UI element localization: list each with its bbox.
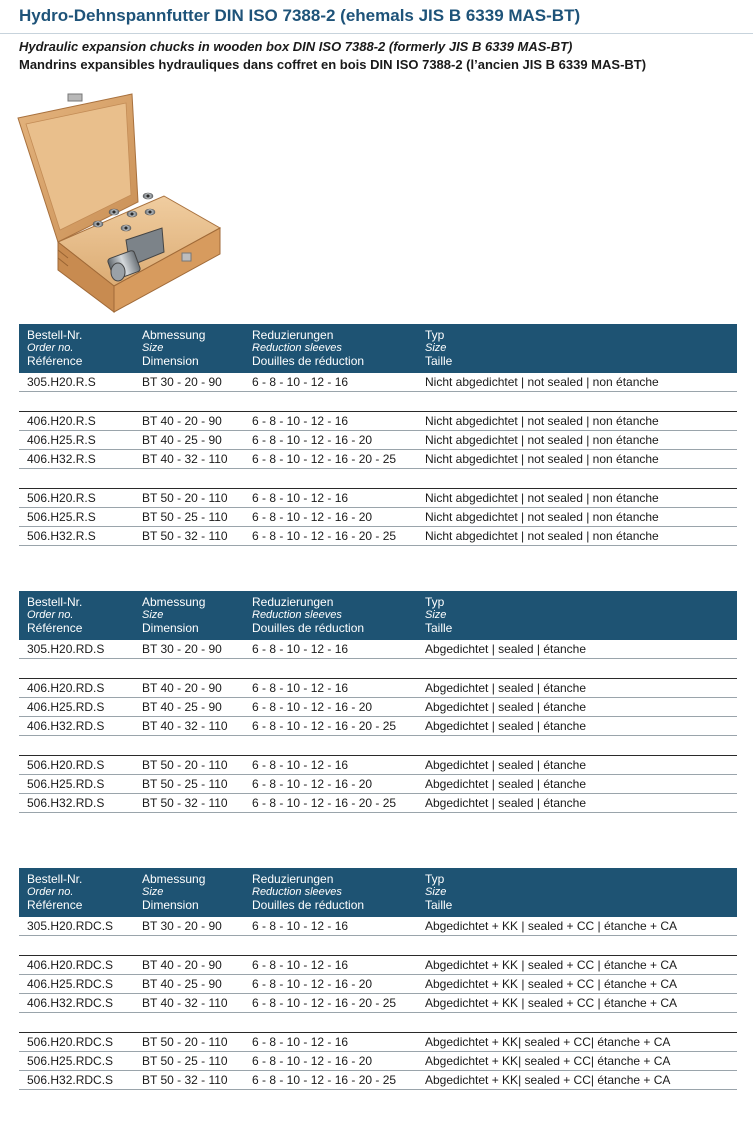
row-group — [19, 411, 737, 469]
order-number-cell: 506.H25.RD.S — [27, 777, 105, 791]
order-number-cell: 506.H20.R.S — [27, 491, 96, 505]
type-cell: Abgedichtet | sealed | étanche — [425, 700, 587, 714]
table-header — [19, 324, 737, 373]
dimension-cell: BT 50 - 32 - 110 — [142, 796, 228, 810]
dimension-cell: BT 30 - 20 - 90 — [142, 642, 222, 656]
header-label-de: Abmessung — [142, 328, 206, 342]
header-cell-col1 — [27, 596, 82, 635]
type-cell: Abgedichtet + KK | sealed + CC | étanche + CA — [425, 977, 678, 991]
reduction-sleeves-cell: 6 - 8 - 10 - 12 - 16 — [252, 642, 349, 656]
header-label-en: Reduction sleeves — [252, 342, 342, 354]
dimension-cell: BT 40 - 32 - 110 — [142, 719, 228, 733]
header-cell-col2 — [142, 596, 205, 635]
order-number-cell: 506.H32.R.S — [27, 529, 96, 543]
group-spacer — [19, 736, 737, 755]
order-number-cell: 406.H25.RDC.S — [27, 977, 114, 991]
dimension-cell: BT 30 - 20 - 90 — [142, 919, 222, 933]
table-row — [19, 1033, 737, 1052]
header-label-de: Abmessung — [142, 595, 206, 609]
header-label-en: Size — [142, 342, 164, 354]
dimension-cell: BT 40 - 32 - 110 — [142, 996, 228, 1010]
header-label-en: Order no. — [27, 342, 74, 354]
header-label-en: Size — [425, 886, 447, 898]
order-number-cell: 406.H20.R.S — [27, 414, 96, 428]
dimension-cell: BT 40 - 20 - 90 — [142, 414, 222, 428]
header-label-de: Typ — [425, 872, 445, 886]
table-header — [19, 591, 737, 640]
dimension-cell: BT 50 - 25 - 110 — [142, 510, 228, 524]
table-row — [19, 698, 737, 717]
table-row — [19, 994, 737, 1013]
header-cell-col2 — [142, 873, 205, 912]
type-cell: Nicht abgedichtet | not sealed | non étanche — [425, 510, 659, 524]
table-row — [19, 431, 737, 450]
type-cell: Abgedichtet | sealed | étanche — [425, 777, 587, 791]
order-number-cell: 406.H20.RD.S — [27, 681, 105, 695]
header-cell-col4 — [425, 329, 452, 368]
header-label-fr: Douilles de réduction — [252, 621, 365, 635]
header-label-de: Reduzierungen — [252, 328, 334, 342]
group-spacer — [19, 469, 737, 488]
table-row — [19, 489, 737, 508]
type-cell: Abgedichtet | sealed | étanche — [425, 719, 587, 733]
dimension-cell: BT 40 - 25 - 90 — [142, 433, 222, 447]
header-label-de: Bestell-Nr. — [27, 872, 83, 886]
dimension-cell: BT 40 - 25 - 90 — [142, 700, 222, 714]
order-number-cell: 506.H32.RD.S — [27, 796, 105, 810]
type-cell: Nicht abgedichtet | not sealed | non étanche — [425, 529, 659, 543]
group-spacer — [19, 936, 737, 955]
type-cell: Abgedichtet | sealed | étanche — [425, 681, 587, 695]
reduction-sleeves-cell: 6 - 8 - 10 - 12 - 16 - 20 - 25 — [252, 452, 397, 466]
order-number-cell: 506.H20.RD.S — [27, 758, 105, 772]
row-group — [19, 678, 737, 736]
type-cell: Abgedichtet + KK| sealed + CC| étanche + CA — [425, 1054, 671, 1068]
dimension-cell: BT 50 - 32 - 110 — [142, 1073, 228, 1087]
reduction-sleeves-cell: 6 - 8 - 10 - 12 - 16 — [252, 491, 349, 505]
table-header — [19, 868, 737, 917]
product-table — [19, 868, 737, 1090]
dimension-cell: BT 50 - 20 - 110 — [142, 491, 228, 505]
header-label-fr: Dimension — [142, 621, 199, 635]
type-cell: Abgedichtet | sealed | étanche — [425, 758, 587, 772]
header-label-en: Size — [425, 342, 447, 354]
type-cell: Nicht abgedichtet | not sealed | non étanche — [425, 375, 659, 389]
type-cell: Nicht abgedichtet | not sealed | non étanche — [425, 414, 659, 428]
order-number-cell: 506.H25.R.S — [27, 510, 96, 524]
table-row — [19, 756, 737, 775]
table-row — [19, 956, 737, 975]
header-label-de: Abmessung — [142, 872, 206, 886]
row-group — [19, 955, 737, 1013]
header-label-en: Order no. — [27, 609, 74, 621]
type-cell: Abgedichtet + KK | sealed + CC | étanche + CA — [425, 919, 678, 933]
header-label-de: Typ — [425, 328, 445, 342]
product-table — [19, 324, 737, 546]
table-row — [19, 917, 737, 936]
reduction-sleeves-cell: 6 - 8 - 10 - 12 - 16 - 20 — [252, 777, 373, 791]
order-number-cell: 406.H32.RD.S — [27, 719, 105, 733]
reduction-sleeves-cell: 6 - 8 - 10 - 12 - 16 — [252, 919, 349, 933]
header-cell-col3 — [252, 329, 364, 368]
dimension-cell: BT 40 - 20 - 90 — [142, 681, 222, 695]
order-number-cell: 506.H32.RDC.S — [27, 1073, 114, 1087]
table-row — [19, 412, 737, 431]
dimension-cell: BT 40 - 25 - 90 — [142, 977, 222, 991]
type-cell: Nicht abgedichtet | not sealed | non étanche — [425, 491, 659, 505]
header-cell-col3 — [252, 873, 364, 912]
header-label-de: Reduzierungen — [252, 595, 334, 609]
reduction-sleeves-cell: 6 - 8 - 10 - 12 - 16 - 20 — [252, 700, 373, 714]
type-cell: Abgedichtet | sealed | étanche — [425, 642, 587, 656]
table-row — [19, 775, 737, 794]
order-number-cell: 406.H25.R.S — [27, 433, 96, 447]
type-cell: Abgedichtet + KK | sealed + CC | étanche + CA — [425, 958, 678, 972]
header-label-fr: Taille — [425, 621, 453, 635]
table-row — [19, 508, 737, 527]
order-number-cell: 406.H32.R.S — [27, 452, 96, 466]
reduction-sleeves-cell: 6 - 8 - 10 - 12 - 16 - 20 — [252, 433, 373, 447]
row-group — [19, 373, 737, 392]
table-row — [19, 1071, 737, 1090]
subtitle-english: Hydraulic expansion chucks in wooden box DIN ISO 7388-2 (formerly JIS B 6339 MAS-BT) — [19, 39, 573, 54]
type-cell: Abgedichtet + KK| sealed + CC| étanche + CA — [425, 1035, 671, 1049]
header-label-de: Bestell-Nr. — [27, 595, 83, 609]
header-cell-col2 — [142, 329, 205, 368]
order-number-cell: 305.H20.R.S — [27, 375, 96, 389]
header-label-fr: Référence — [27, 898, 83, 912]
table-row — [19, 679, 737, 698]
reduction-sleeves-cell: 6 - 8 - 10 - 12 - 16 - 20 — [252, 977, 373, 991]
reduction-sleeves-cell: 6 - 8 - 10 - 12 - 16 - 20 — [252, 1054, 373, 1068]
reduction-sleeves-cell: 6 - 8 - 10 - 12 - 16 - 20 — [252, 510, 373, 524]
dimension-cell: BT 40 - 20 - 90 — [142, 958, 222, 972]
reduction-sleeves-cell: 6 - 8 - 10 - 12 - 16 — [252, 958, 349, 972]
reduction-sleeves-cell: 6 - 8 - 10 - 12 - 16 - 20 - 25 — [252, 529, 397, 543]
header-label-de: Typ — [425, 595, 445, 609]
table-row — [19, 975, 737, 994]
dimension-cell: BT 50 - 20 - 110 — [142, 758, 228, 772]
header-label-en: Size — [142, 609, 164, 621]
header-label-fr: Dimension — [142, 898, 199, 912]
type-cell: Nicht abgedichtet | not sealed | non étanche — [425, 433, 659, 447]
header-cell-col4 — [425, 873, 452, 912]
header-label-fr: Taille — [425, 898, 453, 912]
order-number-cell: 305.H20.RDC.S — [27, 919, 114, 933]
header-label-en: Size — [425, 609, 447, 621]
product-table — [19, 591, 737, 813]
group-spacer — [19, 659, 737, 678]
reduction-sleeves-cell: 6 - 8 - 10 - 12 - 16 — [252, 414, 349, 428]
row-group — [19, 917, 737, 936]
header-label-fr: Référence — [27, 621, 83, 635]
type-cell: Abgedichtet + KK| sealed + CC| étanche + CA — [425, 1073, 671, 1087]
dimension-cell: BT 50 - 25 - 110 — [142, 777, 228, 791]
header-label-en: Reduction sleeves — [252, 886, 342, 898]
dimension-cell: BT 50 - 20 - 110 — [142, 1035, 228, 1049]
order-number-cell: 406.H25.RD.S — [27, 700, 105, 714]
table-row — [19, 640, 737, 659]
header-label-fr: Taille — [425, 354, 453, 368]
dimension-cell: BT 50 - 25 - 110 — [142, 1054, 228, 1068]
order-number-cell: 406.H20.RDC.S — [27, 958, 114, 972]
page-title: Hydro-Dehnspannfutter DIN ISO 7388-2 (ehemals JIS B 6339 MAS-BT) — [19, 6, 581, 25]
header-label-fr: Douilles de réduction — [252, 354, 365, 368]
header-label-en: Order no. — [27, 886, 74, 898]
table-row — [19, 717, 737, 736]
order-number-cell: 506.H25.RDC.S — [27, 1054, 114, 1068]
order-number-cell: 506.H20.RDC.S — [27, 1035, 114, 1049]
reduction-sleeves-cell: 6 - 8 - 10 - 12 - 16 — [252, 681, 349, 695]
title-band — [0, 0, 753, 34]
reduction-sleeves-cell: 6 - 8 - 10 - 12 - 16 - 20 - 25 — [252, 996, 397, 1010]
reduction-sleeves-cell: 6 - 8 - 10 - 12 - 16 — [252, 375, 349, 389]
dimension-cell: BT 30 - 20 - 90 — [142, 375, 222, 389]
reduction-sleeves-cell: 6 - 8 - 10 - 12 - 16 — [252, 1035, 349, 1049]
reduction-sleeves-cell: 6 - 8 - 10 - 12 - 16 - 20 - 25 — [252, 1073, 397, 1087]
row-group — [19, 488, 737, 546]
header-cell-col1 — [27, 873, 82, 912]
header-label-fr: Référence — [27, 354, 83, 368]
table-row — [19, 1052, 737, 1071]
header-cell-col4 — [425, 596, 452, 635]
header-label-de: Bestell-Nr. — [27, 328, 83, 342]
table-row — [19, 527, 737, 546]
group-spacer — [19, 1013, 737, 1032]
wooden-box-product-photo — [14, 90, 226, 316]
row-group — [19, 640, 737, 659]
header-label-fr: Dimension — [142, 354, 199, 368]
header-label-fr: Douilles de réduction — [252, 898, 365, 912]
row-group — [19, 1032, 737, 1090]
reduction-sleeves-cell: 6 - 8 - 10 - 12 - 16 - 20 - 25 — [252, 796, 397, 810]
reduction-sleeves-cell: 6 - 8 - 10 - 12 - 16 - 20 - 25 — [252, 719, 397, 733]
table-row — [19, 373, 737, 392]
subtitle-french: Mandrins expansibles hydrauliques dans coffret en bois DIN ISO 7388-2 (l’ancien JIS B 6339 MAS-BT) — [19, 57, 647, 72]
dimension-cell: BT 50 - 32 - 110 — [142, 529, 228, 543]
type-cell: Abgedichtet + KK | sealed + CC | étanche + CA — [425, 996, 678, 1010]
table-row — [19, 794, 737, 813]
header-cell-col1 — [27, 329, 82, 368]
row-group — [19, 755, 737, 813]
header-label-de: Reduzierungen — [252, 872, 334, 886]
group-spacer — [19, 392, 737, 411]
header-label-en: Reduction sleeves — [252, 609, 342, 621]
type-cell: Abgedichtet | sealed | étanche — [425, 796, 587, 810]
table-row — [19, 450, 737, 469]
reduction-sleeves-cell: 6 - 8 - 10 - 12 - 16 — [252, 758, 349, 772]
type-cell: Nicht abgedichtet | not sealed | non étanche — [425, 452, 659, 466]
order-number-cell: 305.H20.RD.S — [27, 642, 105, 656]
order-number-cell: 406.H32.RDC.S — [27, 996, 114, 1010]
header-label-en: Size — [142, 886, 164, 898]
dimension-cell: BT 40 - 32 - 110 — [142, 452, 228, 466]
header-cell-col3 — [252, 596, 364, 635]
